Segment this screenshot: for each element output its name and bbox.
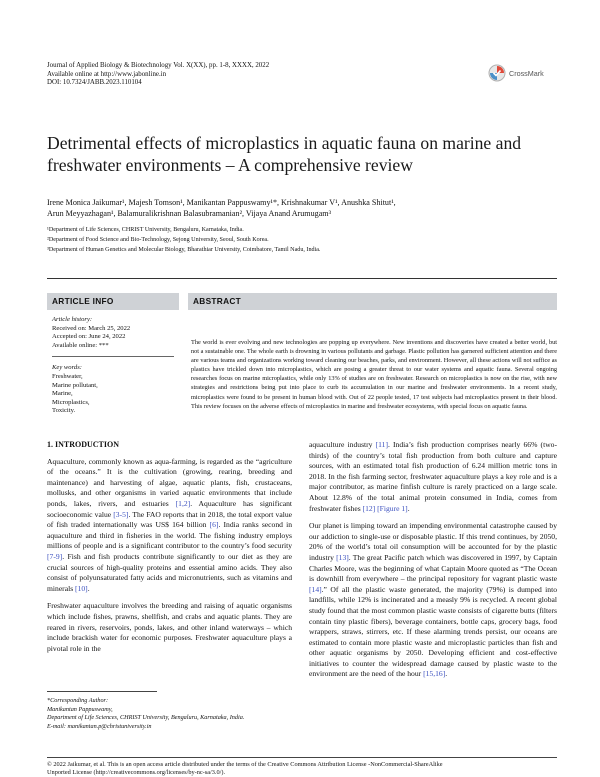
crossmark-label: CrossMark	[509, 68, 544, 78]
authors-line-2: Arun Meyyazhagan¹, Balamuralikrishnan Balasubramanian², Vijaya Anand Arumugam³	[47, 209, 332, 219]
citation-link[interactable]: [1,2]	[175, 498, 191, 508]
journal-citation: Journal of Applied Biology & Biotechnology Vol. X(XX), pp. 1-8, XXXX, 2022	[47, 62, 270, 69]
accepted-date: Accepted on: June 24, 2022	[52, 333, 126, 341]
abstract-panel	[188, 293, 557, 411]
crossmark-icon	[488, 64, 506, 82]
authors-line-1: Irene Monica Jaikumar¹, Majesh Tomson¹, Manikantan Pappuswamy¹*, Krishnakumar V¹, Anushka Shitut¹,	[47, 198, 396, 207]
journal-online-link[interactable]: Available online at http://www.jabonline.in	[47, 70, 167, 78]
crossmark-badge[interactable]	[488, 63, 556, 83]
citation-link[interactable]: [7-9]	[47, 551, 63, 561]
paragraph: Freshwater aquaculture involves the breeding and raising of aquatic organisms which include fishes, prawns, shellfish, and crabs and aquatic plants. They are reared in rivers, reservoirs, ponds, lakes, and other inland waterways – which include brackish water for economic purposes. Freshwater aquaculture plays a pivotal role in the	[47, 601, 292, 653]
citation-link[interactable]: [12]	[362, 503, 376, 513]
affiliation-list	[47, 225, 562, 255]
paragraph: Aquaculture, commonly known as aqua-farming, is regarded as the “agriculture of the oceans.” It is the cultivation (growing, rearing, breeding and maintenance) and harvesting of algae, aquatic plants, fish, crustaceans, mollusks, and other organisms in varied aquatic environments that include ponds, lakes, rivers, and estuaries [1,2]. Aquaculture has significant socioeconomic value [3-5]. The FAO reports that in 2018, the total export value of fish traded internationally was US$ 164 billion [6]. India ranks second in aquaculture and third in fisheries in the world. The fishing industry employs millions of people and is a significant contributor to the country’s food security [7-9]. Fish and fish products contribute significantly to our diet as they are crucial sources of high-quality proteins and essential amino acids. They also consist of polyunsaturated fatty acids and micronutrients, such as vitamins and minerals [10].	[47, 456, 292, 593]
journal-doi[interactable]: DOI: 10.7324/JABB.2023.110104	[47, 79, 142, 87]
license-line-1: © 2022 Jaikumar, et al. This is an open access article distributed under the terms of the Creative Commons Attribution License -NonCommercial-ShareAlike	[47, 761, 443, 768]
author-list	[47, 197, 562, 219]
journal-header	[47, 62, 407, 88]
corr-name: Manikantan Pappuswamy,	[47, 705, 113, 713]
body-column-right	[309, 440, 557, 687]
affiliation-2: ²Department of Food Science and Bio-Technology, Sejong University, Seoul, South Korea.	[47, 237, 269, 243]
keyword-item: Microplastics,	[52, 398, 90, 406]
corr-label: *Corresponding Author:	[47, 697, 109, 704]
citation-link[interactable]: [10]	[75, 583, 88, 593]
article-info-heading: ARTICLE INFO	[47, 293, 179, 310]
affiliation-1: ¹Department of Life Sciences, CHRIST University, Bengaluru, Karnataka, India.	[47, 227, 244, 233]
footer-divider	[47, 757, 557, 758]
keyword-item: Marine,	[52, 390, 73, 398]
license-footer	[47, 761, 557, 777]
corresponding-author	[47, 697, 292, 731]
citation-link[interactable]: [14]	[309, 584, 322, 594]
abstract-text: The world is ever evolving and new technologies are popping up everywhere. New inventions and discoveries have created a better world, but not a sustainable one. The whole earth is drowning in various pollutants and garbage. Plastic pollution has garnered sufficient attention and there are various teams and organizations working toward cleaning our beaches, parks, and environment. However, all these actions will not suffice as plastics have trickled down into microplastics, which are posing a greater threat to our water systems and aquatic fauna. Several ongoing researches focus on marine microplastics, while only 13% of studies are on freshwater. Research on microplastics is now on the rise, with new strategies and restrictions being put into place to curb its accumulation in our marine and freshwater environments. In a recent study, microplastics were found to be present in human blood with. Out of 22 people tested, 17 test subjects had microplastics present in their blood. This review focuses on the adverse effects of microplastics in marine and freshwater ecosystems, with special focus on aquatic fauna.	[191, 339, 557, 410]
citation-link[interactable]: [13]	[336, 552, 349, 562]
paper-title: Detrimental effects of microplastics in aquatic fauna on marine and freshwater environments – A comprehensive review	[47, 133, 522, 175]
info-divider	[52, 356, 174, 357]
affiliation-3: ³Department of Human Genetics and Molecular Biology, Bharathiar University, Coimbatore, Tamil Nadu, India.	[47, 247, 321, 253]
corr-dept: Department of Life Sciences, CHRIST University, Bengaluru, Karnataka, India.	[47, 714, 245, 722]
license-line-2[interactable]: Unported License (http://creativecommons.org/licenses/by-nc-sa/3.0/).	[47, 769, 226, 777]
footnote-divider	[47, 691, 157, 692]
article-info-panel	[47, 293, 179, 420]
citation-link[interactable]: [15,16]	[423, 669, 446, 679]
history-label: Article history:	[52, 316, 93, 323]
header-divider	[47, 278, 557, 279]
keyword-item: Freshwater,	[52, 372, 83, 380]
section-heading-introduction: 1. INTRODUCTION	[47, 440, 120, 449]
received-date: Received on: March 25, 2022	[52, 324, 131, 332]
article-history	[47, 310, 179, 420]
available-date: Available online: ***	[52, 341, 109, 349]
citation-link[interactable]: [6]	[209, 520, 219, 530]
citation-link[interactable]: [3-5]	[113, 509, 129, 519]
corr-email[interactable]: E-mail: manikantan.p@christuniversity.in	[47, 722, 152, 730]
paragraph: Our planet is limping toward an impending environmental catastrophe caused by our addiction to single-use or disposable plastic. If this trend continues, by 2050, 20% of the world’s total oil consumption will be accounted for by the plastic industry [13]. The great Pacific patch which was discovered in 1997, by Captain Charles Moore, was the beginning of what Captain Moore quoted as “The Ocean is downhill from everywhere – the principal repository for vagrant plastic waste [14].” Of all the plastic waste generated, the majority (79%) is dumped into landfills, while 12% is incinerated and a measly 9% is recycled. A recent global study found that the most common plastic waste consists of cigarette butts (filters contain tiny plastic fibers), beverage containers, bottle caps, grocery bags, food wrappers, straws, stirrers, etc. If these alarming trends persist, our oceans are estimated to contain more plastic waste and microplastic particles than fish and other aquatic organisms by 2050. Developing efficient and cost-effective initiatives to counter the widespread damage caused by plastic waste to the environment are the need of the hour [15,16].	[309, 521, 557, 679]
citation-link[interactable]: [Figure 1]	[377, 503, 408, 513]
abstract-heading: ABSTRACT	[188, 293, 557, 310]
keyword-item: Marine pollutant,	[52, 381, 98, 389]
paragraph: aquaculture industry [11]. India’s fish production comprises nearly 66% (two-thirds) of the country’s total fish production from both culture and capture sources, with an estimated total fish production of 6.24 million metric tons in 2018. In the fish farming sector, freshwater aquaculture plays a key role and is a major contributor, as marine finfish culture is rarely practiced on a large scale. About 12.8% of the total animal protein consumed in India, comes from freshwater fishes [12] [Figure 1].	[309, 440, 557, 513]
body-column-left	[47, 440, 292, 661]
citation-link[interactable]: [11]	[375, 440, 388, 449]
keyword-item: Toxicity.	[52, 407, 76, 415]
keywords-label: Key words:	[52, 364, 82, 372]
